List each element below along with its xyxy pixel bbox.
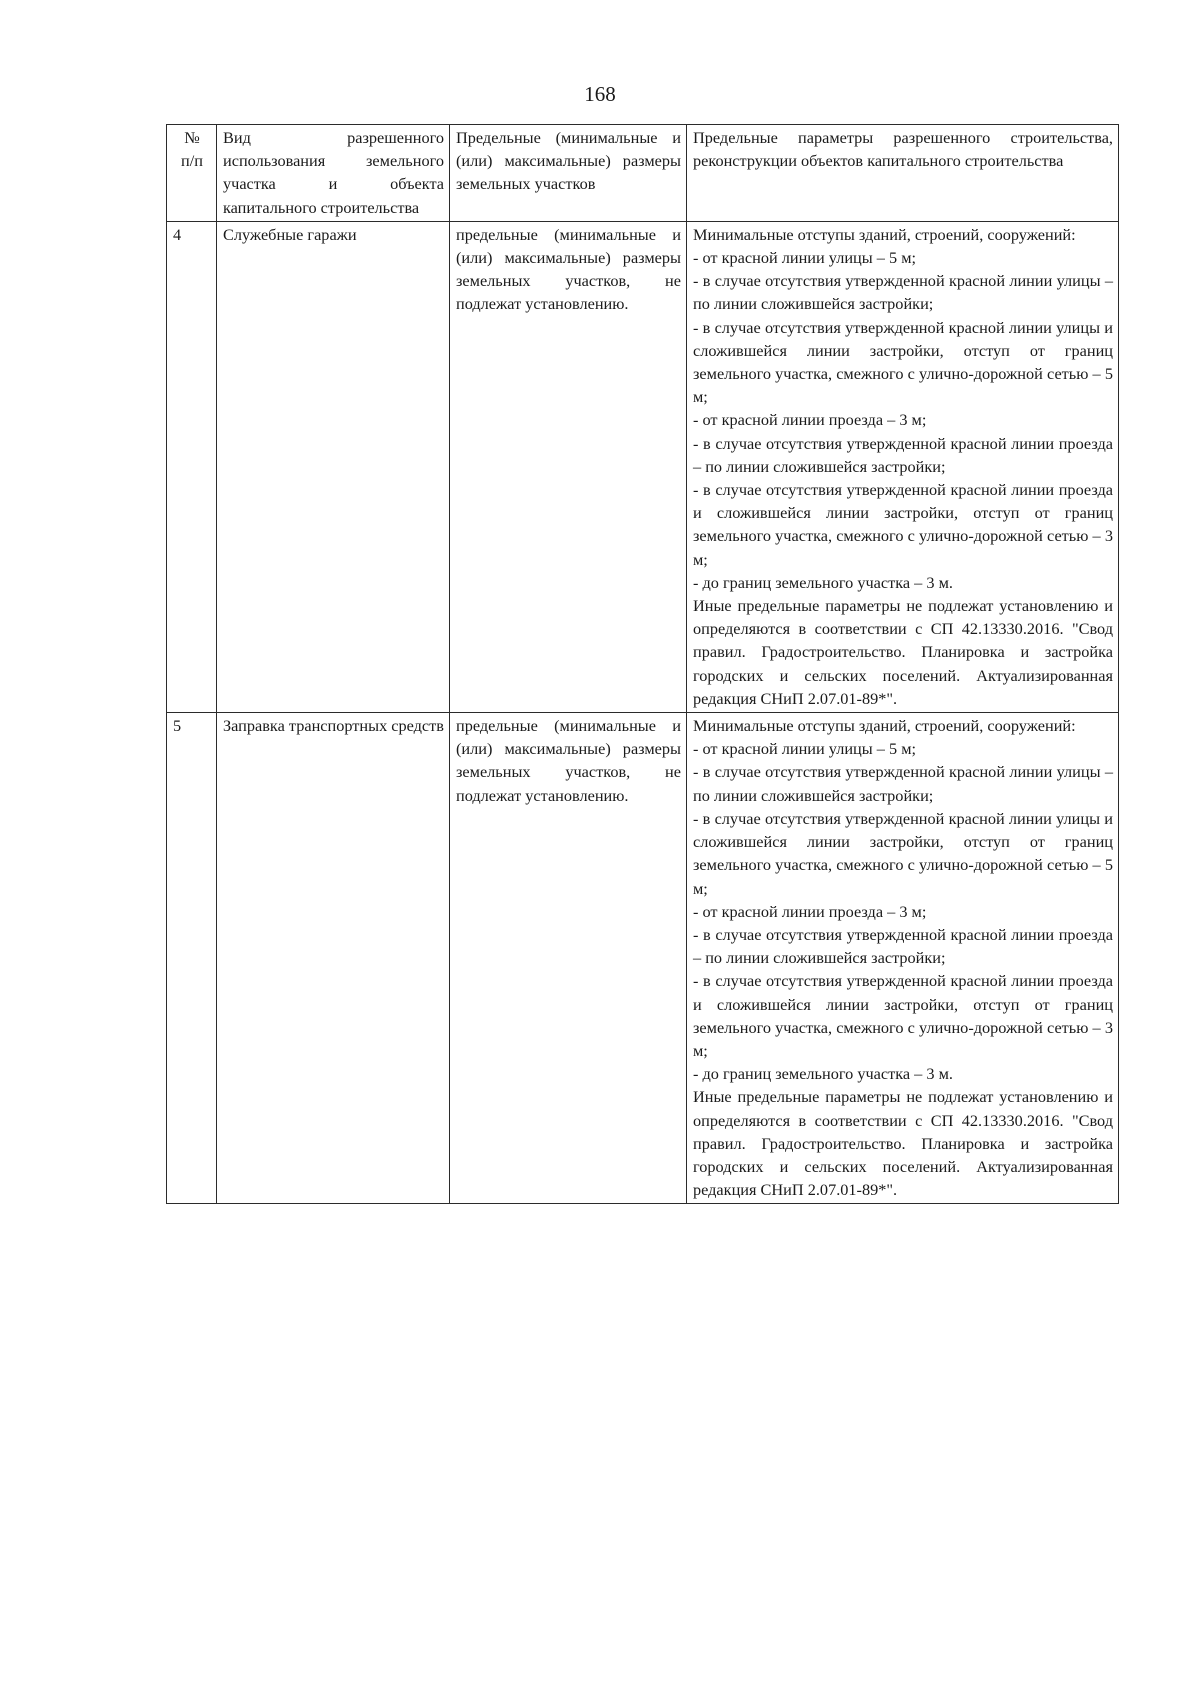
param-line: Иные предельные параметры не подлежат установлению и определяются в соответствии с СП 42.13330.2016. "Свод правил. Градостроительство. Планировка и застройка городских и сельских поселений. Актуализированная редакция СНиП 2.07.01-89*". bbox=[693, 1087, 1113, 1200]
param-line: - в случае отсутствия утвержденной красной линии проезда и сложившейся линии застройки, отступ от границ земельного участка, смежного с улично-дорожной сетью – 3 м; bbox=[693, 971, 1113, 1060]
header-build-params: Предельные параметры разрешенного строительства, реконструкции объектов капитального строительства bbox=[687, 125, 1119, 222]
param-line: - от красной линии улицы – 5 м; bbox=[693, 248, 917, 268]
table-row bbox=[167, 713, 1119, 1204]
row-use-type: Заправка транспортных средств bbox=[217, 713, 450, 1204]
header-number-pp: п/п bbox=[181, 151, 203, 171]
header-plot-size: Предельные (минимальные и (или) максимальные) размеры земельных участков bbox=[450, 125, 687, 222]
param-line: - в случае отсутствия утвержденной красной линии улицы – по линии сложившейся застройки; bbox=[693, 762, 1113, 805]
param-line: - в случае отсутствия утвержденной красной линии проезда – по линии сложившейся застройки; bbox=[693, 924, 1113, 968]
header-number-sign: № bbox=[184, 128, 200, 147]
row-plot-size: предельные (минимальные и (или) максимальные) размеры земельных участков, не подлежат установлению. bbox=[450, 713, 687, 1204]
param-line: - до границ земельного участка – 3 м. bbox=[693, 1064, 953, 1084]
param-line: - от красной линии улицы – 5 м; bbox=[693, 739, 917, 759]
param-line: - от красной линии проезда – 3 м; bbox=[693, 410, 927, 430]
param-line: - до границ земельного участка – 3 м. bbox=[693, 572, 953, 592]
param-line: Минимальные отступы зданий, строений, сооружений: bbox=[693, 716, 1076, 736]
param-line: Минимальные отступы зданий, строений, сооружений: bbox=[693, 224, 1076, 244]
table-header-row bbox=[167, 125, 1119, 222]
param-line: - от красной линии проезда – 3 м; bbox=[693, 901, 927, 921]
param-line: - в случае отсутствия утвержденной красной линии улицы и сложившейся линии застройки, отступ от границ земельного участка, смежного с улично-дорожной сетью – 5 м; bbox=[693, 808, 1113, 898]
param-line: - в случае отсутствия утвержденной красной линии проезда и сложившейся линии застройки, отступ от границ земельного участка, смежного с улично-дорожной сетью – 3 м; bbox=[693, 480, 1113, 569]
row-number: 4 bbox=[167, 221, 217, 712]
row-plot-size: предельные (минимальные и (или) максимальные) размеры земельных участков, не подлежат установлению. bbox=[450, 221, 687, 712]
row-number: 5 bbox=[167, 713, 217, 1204]
row-use-type: Служебные гаражи bbox=[217, 221, 450, 712]
header-use-type: Вид разрешенного использования земельного участка и объекта капитального строительства bbox=[217, 125, 450, 222]
row-build-params bbox=[687, 221, 1119, 712]
page-number: 168 bbox=[584, 82, 616, 106]
param-line: - в случае отсутствия утвержденной красной линии улицы и сложившейся линии застройки, отступ от границ земельного участка, смежного с улично-дорожной сетью – 5 м; bbox=[693, 317, 1113, 407]
zoning-parameters-table bbox=[166, 124, 1119, 1204]
row-build-params bbox=[687, 713, 1119, 1204]
param-line: - в случае отсутствия утвержденной красной линии улицы – по линии сложившейся застройки; bbox=[693, 271, 1113, 314]
header-number bbox=[167, 125, 217, 222]
param-line: Иные предельные параметры не подлежат установлению и определяются в соответствии с СП 42.13330.2016. "Свод правил. Градостроительство. Планировка и застройка городских и сельских поселений. Актуализированная редакция СНиП 2.07.01-89*". bbox=[693, 596, 1113, 708]
param-line: - в случае отсутствия утвержденной красной линии проезда – по линии сложившейся застройки; bbox=[693, 433, 1113, 476]
table-row bbox=[167, 221, 1119, 712]
